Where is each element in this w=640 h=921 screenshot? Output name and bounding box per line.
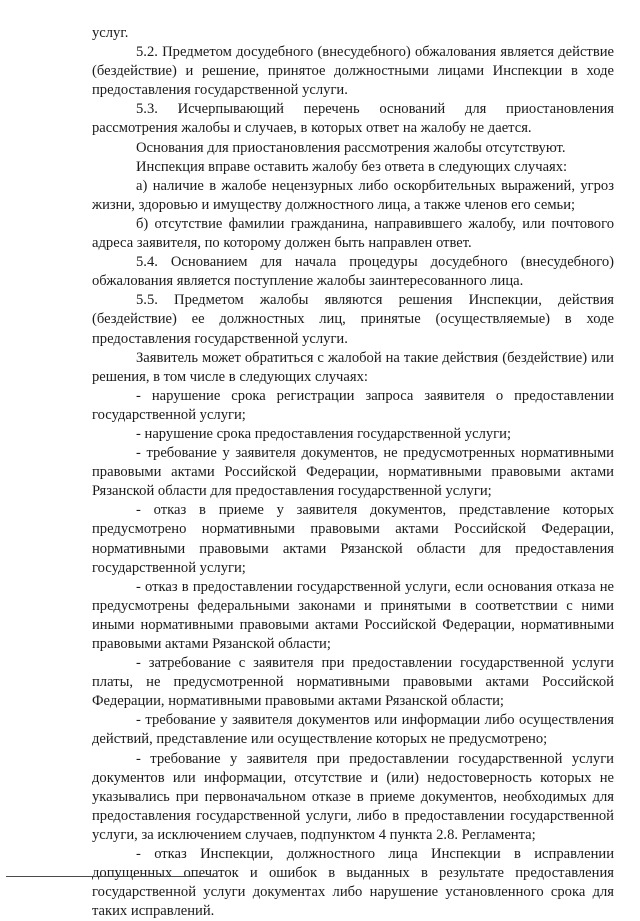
document-page (92, 24, 614, 921)
paragraph-case-b: б) отсутствие фамилии гражданина, направившего жалобу, или почтового адреса заявителя, по которому должен быть направлен ответ. (92, 215, 614, 252)
list-item: - требование у заявителя документов или информации либо осуществления действий, представление или осуществление которых не предусмотрено; (92, 712, 614, 748)
list-item: - затребование с заявителя при предоставлении государственной услуги платы, не предусмотренной нормативными правовыми актами Российской Федерации, нормативными правовыми актами Рязанской области; (92, 655, 614, 710)
list-item: - нарушение срока регистрации запроса заявителя о предоставлении государственной услуги; (92, 387, 614, 423)
paragraph-complaint-cases: Заявитель может обратиться с жалобой на такие действия (бездействие) или решения, в том числе в следующих случаях: (92, 349, 614, 385)
paragraph-5-2: 5.2. Предметом досудебного (внесудебного) обжалования является действие (бездействие) и решение, принятое должностными лицами Инспекции в ходе предоставления государственной услуги. (92, 44, 614, 99)
list-item: - нарушение срока предоставления государственной услуги; (136, 425, 512, 442)
paragraph-no-answer-cases: Инспекция вправе оставить жалобу без ответа в следующих случаях: (136, 158, 568, 175)
paragraph-case-a: а) наличие в жалобе нецензурных либо оскорбительных выражений, угроз жизни, здоровью и имуществу должностного лица, а также членов его семьи; (92, 177, 614, 213)
list-item: - отказ Инспекции, должностного лица Инспекции в исправлении допущенных опечаток и ошибок в выданных в результате предоставления государственной услуги документах либо нарушение установленного срока для таких исправлений. (92, 846, 614, 920)
list-item: - требование у заявителя при предоставлении государственной услуги документов или информации, отсутствие и (или) недостоверность которых не указывались при первоначальном отказе в приеме документов, необходимых для предоставления государственной услуги, либо в предоставлении государственной услуги, за исключением случаев, подпунктом 4 пункта 2.8. Регламента; (92, 750, 614, 843)
footnote-divider (6, 876, 218, 877)
paragraph-continuation: услуг. (92, 25, 129, 41)
paragraph-5-5: 5.5. Предметом жалобы являются решения Инспекции, действия (бездействие) ее должностных лиц, принятые (осуществляемые) в ходе предоставления государственной услуги. (92, 292, 614, 347)
list-item: - отказ в предоставлении государственной услуги, если основания отказа не предусмотрены федеральными законами и принятыми в соответствии с ними иными нормативными правовыми актами Российской Федерации, нормативными правовыми актами Рязанской области; (92, 578, 614, 652)
paragraph-5-3: 5.3. Исчерпывающий перечень оснований для приостановления рассмотрения жалобы и случаев, в которых ответ на жалобу не дается. (92, 101, 614, 137)
paragraph-suspension-grounds: Основания для приостановления рассмотрения жалобы отсутствуют. (136, 139, 566, 156)
paragraph-5-4: 5.4. Основанием для начала процедуры досудебного (внесудебного) обжалования является поступление жалобы заинтересованного лица. (92, 254, 614, 290)
list-item: - отказ в приеме у заявителя документов, представление которых предусмотрено нормативными правовыми актами Российской Федерации, нормативными правовыми актами Рязанской области для предоставления государственной услуги; (92, 502, 614, 576)
list-item: - требование у заявителя документов, не предусмотренных нормативными правовыми актами Российской Федерации, нормативными правовыми актами Рязанской области для предоставления государственной услуги; (92, 445, 614, 500)
